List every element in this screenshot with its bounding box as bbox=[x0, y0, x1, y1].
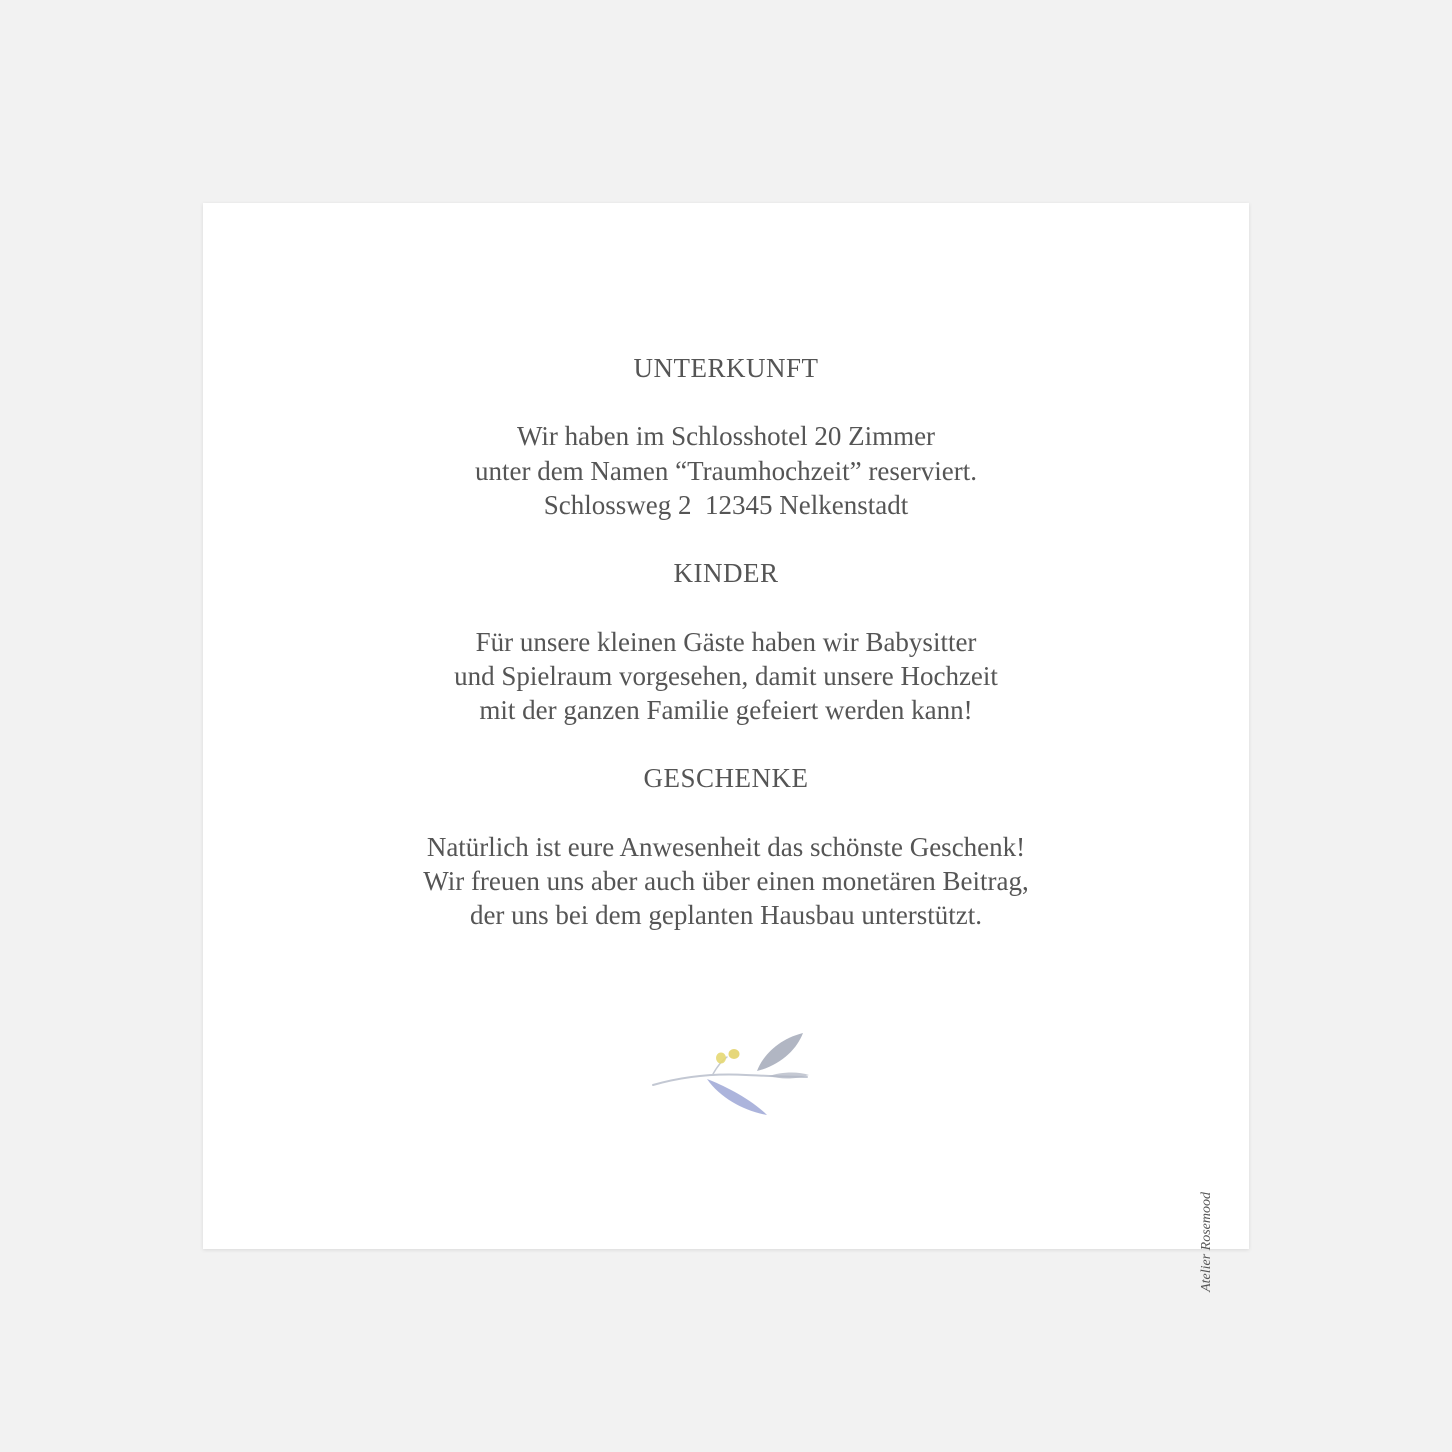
text-line: mit der ganzen Familie gefeiert werden kann! bbox=[479, 694, 973, 725]
section-text-kinder bbox=[203, 625, 1249, 728]
signature bbox=[1199, 1178, 1219, 1292]
text-line: unter dem Namen “Traumhochzeit” reserviert. bbox=[474, 455, 978, 486]
section-heading-geschenke: GESCHENKE bbox=[643, 763, 809, 794]
olive-sprig-icon bbox=[651, 1029, 811, 1119]
text-line: Natürlich ist eure Anwesenheit das schönste Geschenk! bbox=[426, 831, 1026, 862]
text-line: der uns bei dem geplanten Hausbau unterstützt. bbox=[469, 900, 983, 931]
section-heading-kinder: KINDER bbox=[673, 558, 779, 589]
text-line: Wir freuen uns aber auch über einen monetären Beitrag, bbox=[423, 865, 1029, 896]
text-line: Schlossweg 2 12345 Nelkenstadt bbox=[543, 489, 909, 520]
section-heading-unterkunft: UNTERKUNFT bbox=[633, 353, 819, 383]
section-text-unterkunft bbox=[203, 419, 1249, 522]
text-line: und Spielraum vorgesehen, damit unsere Hochzeit bbox=[454, 660, 998, 691]
signature-text: Atelier Rosemood bbox=[1199, 1192, 1214, 1292]
card-content bbox=[203, 351, 1249, 932]
invitation-card bbox=[203, 203, 1249, 1292]
section-text-geschenke bbox=[203, 830, 1249, 933]
text-line: Wir haben im Schlosshotel 20 Zimmer bbox=[516, 421, 936, 452]
text-line: Für unsere kleinen Gäste haben wir Babysitter bbox=[475, 626, 977, 657]
